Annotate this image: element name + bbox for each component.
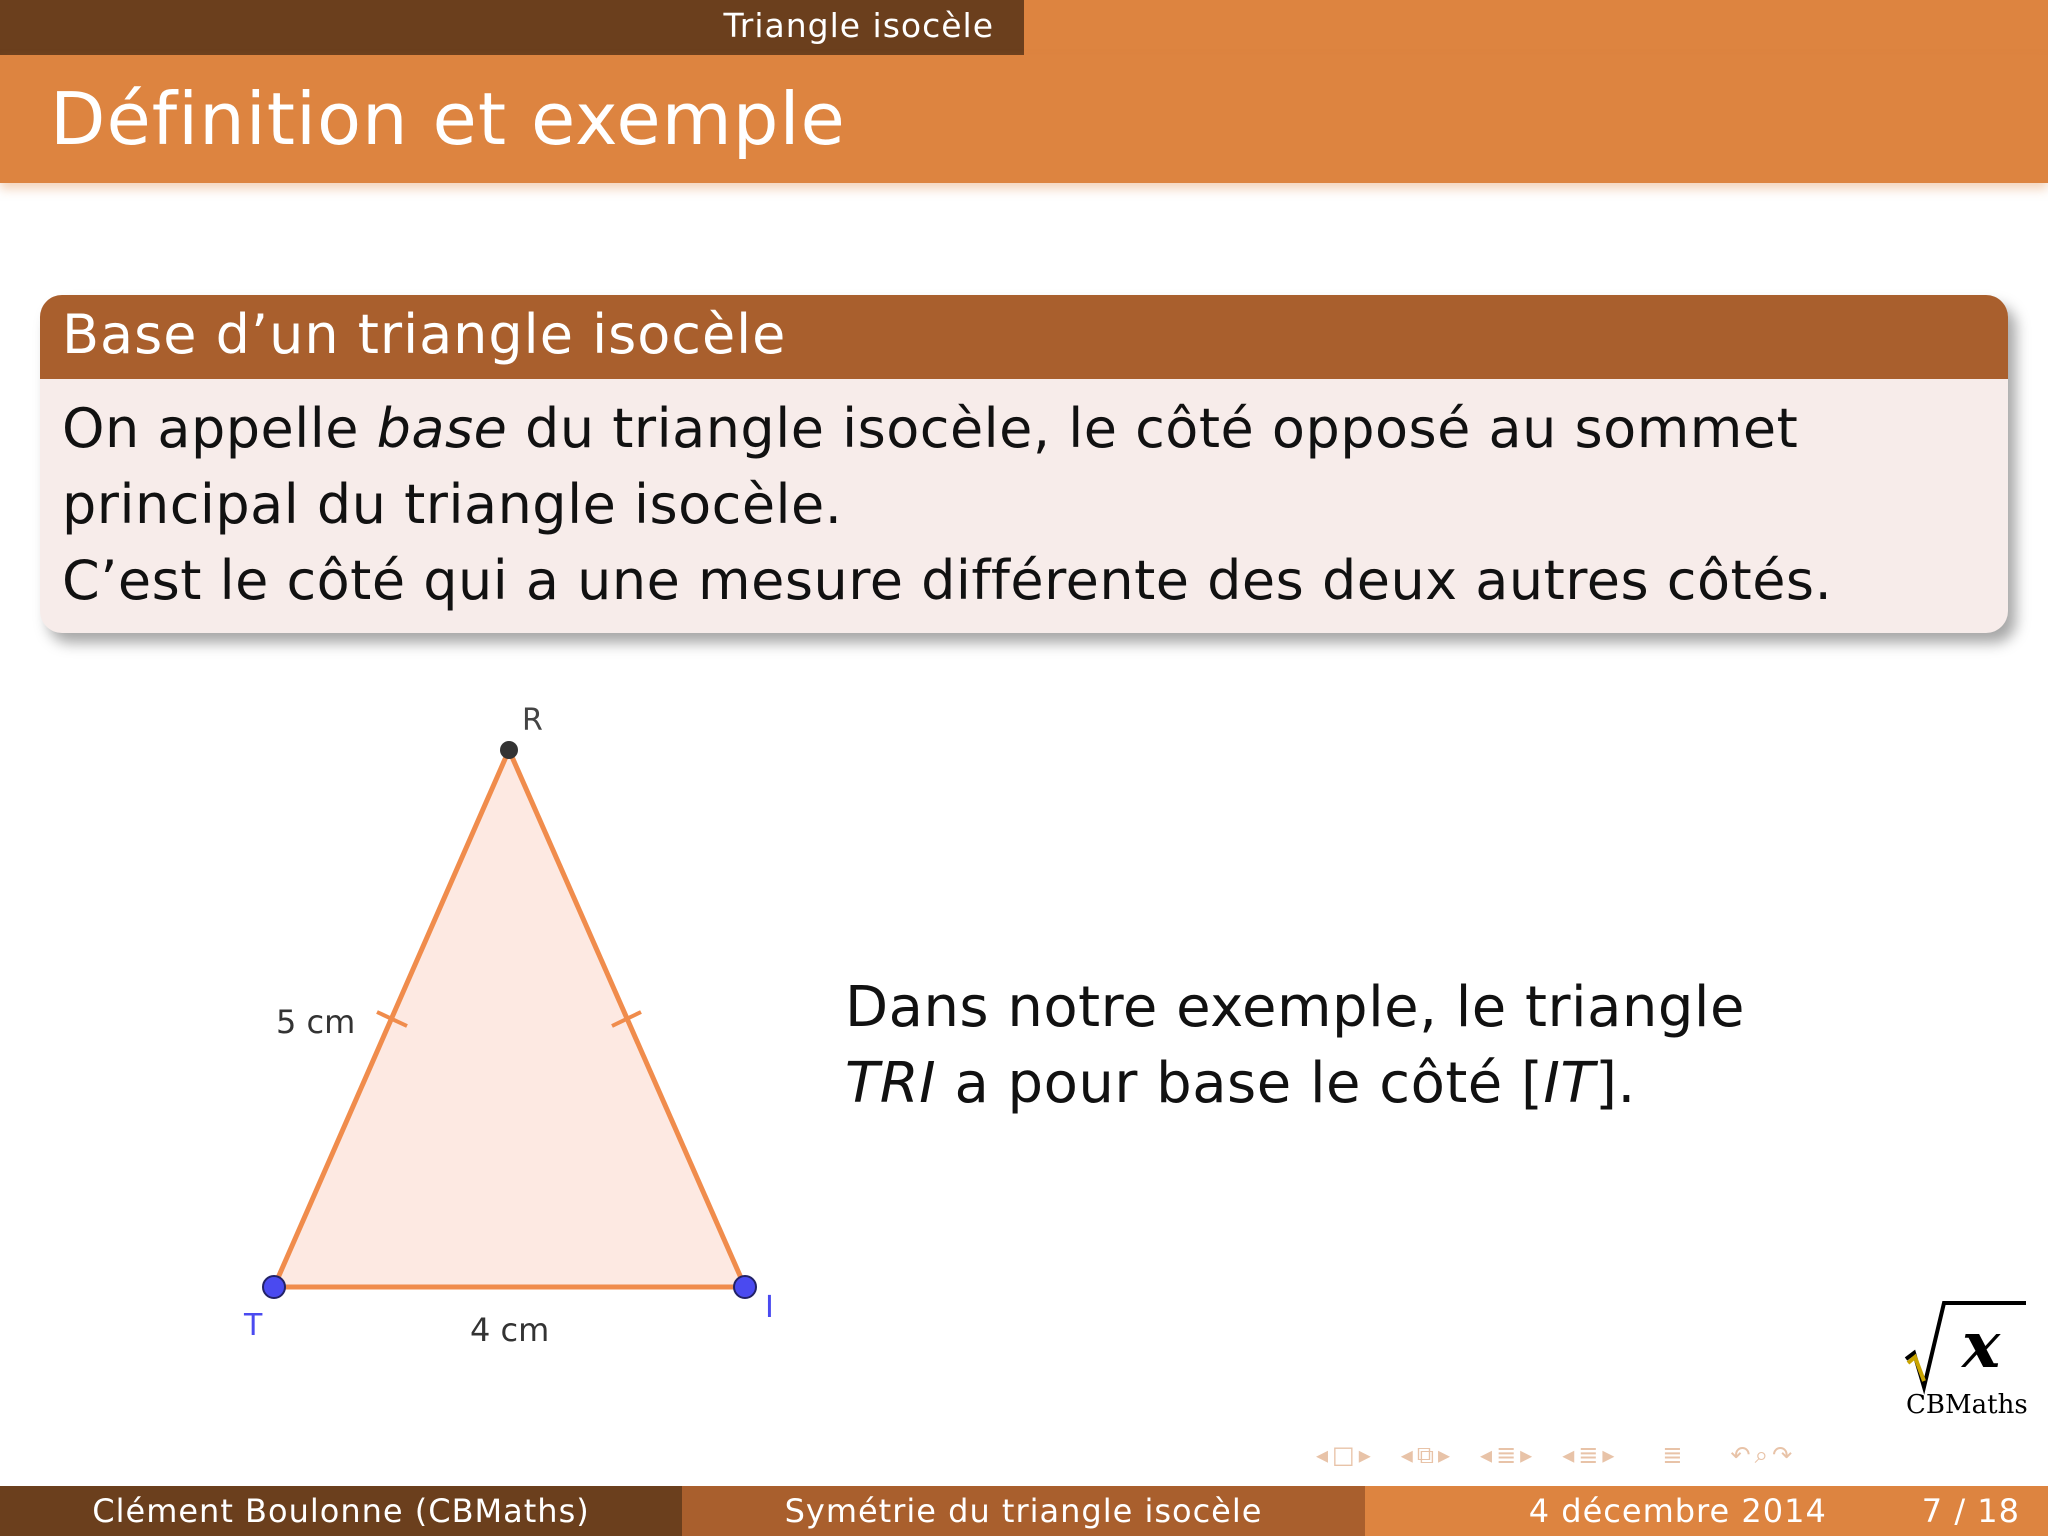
block-body bbox=[40, 379, 2008, 619]
block-header bbox=[40, 295, 2008, 379]
footer-date-section bbox=[1365, 1486, 2048, 1536]
base-length-label: 4 cm bbox=[470, 1311, 550, 1349]
frame-title: Définition et exemple bbox=[50, 77, 846, 161]
block-title: Base d’un triangle isocèle bbox=[62, 303, 787, 366]
point-r[interactable] bbox=[500, 741, 518, 759]
footer-author-section bbox=[0, 1486, 682, 1536]
side-length-label: 5 cm bbox=[276, 1003, 356, 1041]
logo-symbol: x bbox=[1962, 1308, 2001, 1383]
next-document-icon[interactable]: ▸ bbox=[1602, 1441, 1615, 1469]
section-title[interactable]: Triangle isocèle bbox=[723, 6, 994, 45]
section-icon[interactable]: ≣ bbox=[1496, 1441, 1517, 1469]
forward-icon[interactable]: ↷ bbox=[1772, 1441, 1793, 1469]
outline-icon[interactable]: ≣ bbox=[1662, 1441, 1683, 1469]
footer bbox=[0, 1486, 2048, 1536]
logo-text: CBMaths bbox=[1906, 1390, 2028, 1420]
definition-text bbox=[62, 391, 1986, 543]
document-icon[interactable]: ≣ bbox=[1578, 1441, 1599, 1469]
footer-title-section bbox=[682, 1486, 1365, 1536]
title-bar bbox=[0, 55, 2048, 183]
next-frame-icon[interactable]: ▸ bbox=[1358, 1441, 1371, 1469]
point-t[interactable] bbox=[263, 1276, 285, 1298]
header-strip-right bbox=[1024, 0, 2048, 55]
definition-term: base bbox=[376, 397, 508, 460]
prev-frame-icon[interactable]: ◂ bbox=[1316, 1441, 1329, 1469]
page-number: 7 / 18 bbox=[1921, 1492, 2020, 1530]
triangle-figure bbox=[200, 690, 840, 1370]
label-r: R bbox=[522, 703, 543, 738]
definition-block bbox=[40, 295, 2008, 633]
navigation-bar bbox=[1316, 1440, 1792, 1470]
example-text bbox=[845, 970, 1745, 1122]
search-icon[interactable]: ⌕ bbox=[1754, 1441, 1769, 1469]
back-icon[interactable]: ↶ bbox=[1730, 1441, 1751, 1469]
label-i: I bbox=[765, 1290, 774, 1325]
frame-icon[interactable]: □ bbox=[1332, 1441, 1355, 1469]
prev-section-icon[interactable]: ◂ bbox=[1480, 1441, 1493, 1469]
prev-document-icon[interactable]: ◂ bbox=[1562, 1441, 1575, 1469]
label-t: T bbox=[244, 1308, 263, 1343]
sqrt-symbol-gold bbox=[1908, 1357, 1924, 1381]
footer-title: Symétrie du triangle isocèle bbox=[784, 1492, 1263, 1530]
example-text-start: Dans notre exemple, le triangle bbox=[845, 975, 1745, 1040]
triangle-name: TRI bbox=[845, 1051, 937, 1116]
example-text-end: ]. bbox=[1595, 1051, 1636, 1116]
prev-subsection-icon[interactable]: ◂ bbox=[1400, 1441, 1413, 1469]
cbmaths-logo bbox=[1900, 1295, 2030, 1425]
footer-date: 4 décembre 2014 bbox=[1528, 1492, 1827, 1530]
footer-author: Clément Boulonne (CBMaths) bbox=[92, 1492, 590, 1530]
definition-text-end: du triangle isocèle, le côté opposé au sommet principal du triangle isocèle. bbox=[62, 397, 1799, 536]
definition-note: C’est le côté qui a une mesure différente des deux autres côtés. bbox=[62, 549, 1833, 612]
base-name: IT bbox=[1543, 1051, 1596, 1116]
next-section-icon[interactable]: ▸ bbox=[1520, 1441, 1533, 1469]
next-subsection-icon[interactable]: ▸ bbox=[1437, 1441, 1451, 1469]
example-text-middle: a pour base le côté [ bbox=[936, 1051, 1544, 1116]
header-strip bbox=[0, 0, 2048, 55]
point-i[interactable] bbox=[734, 1276, 756, 1298]
subsection-icon[interactable]: ⧉ bbox=[1416, 1441, 1434, 1469]
section-strip bbox=[0, 0, 1024, 55]
definition-text-start: On appelle bbox=[62, 397, 377, 460]
